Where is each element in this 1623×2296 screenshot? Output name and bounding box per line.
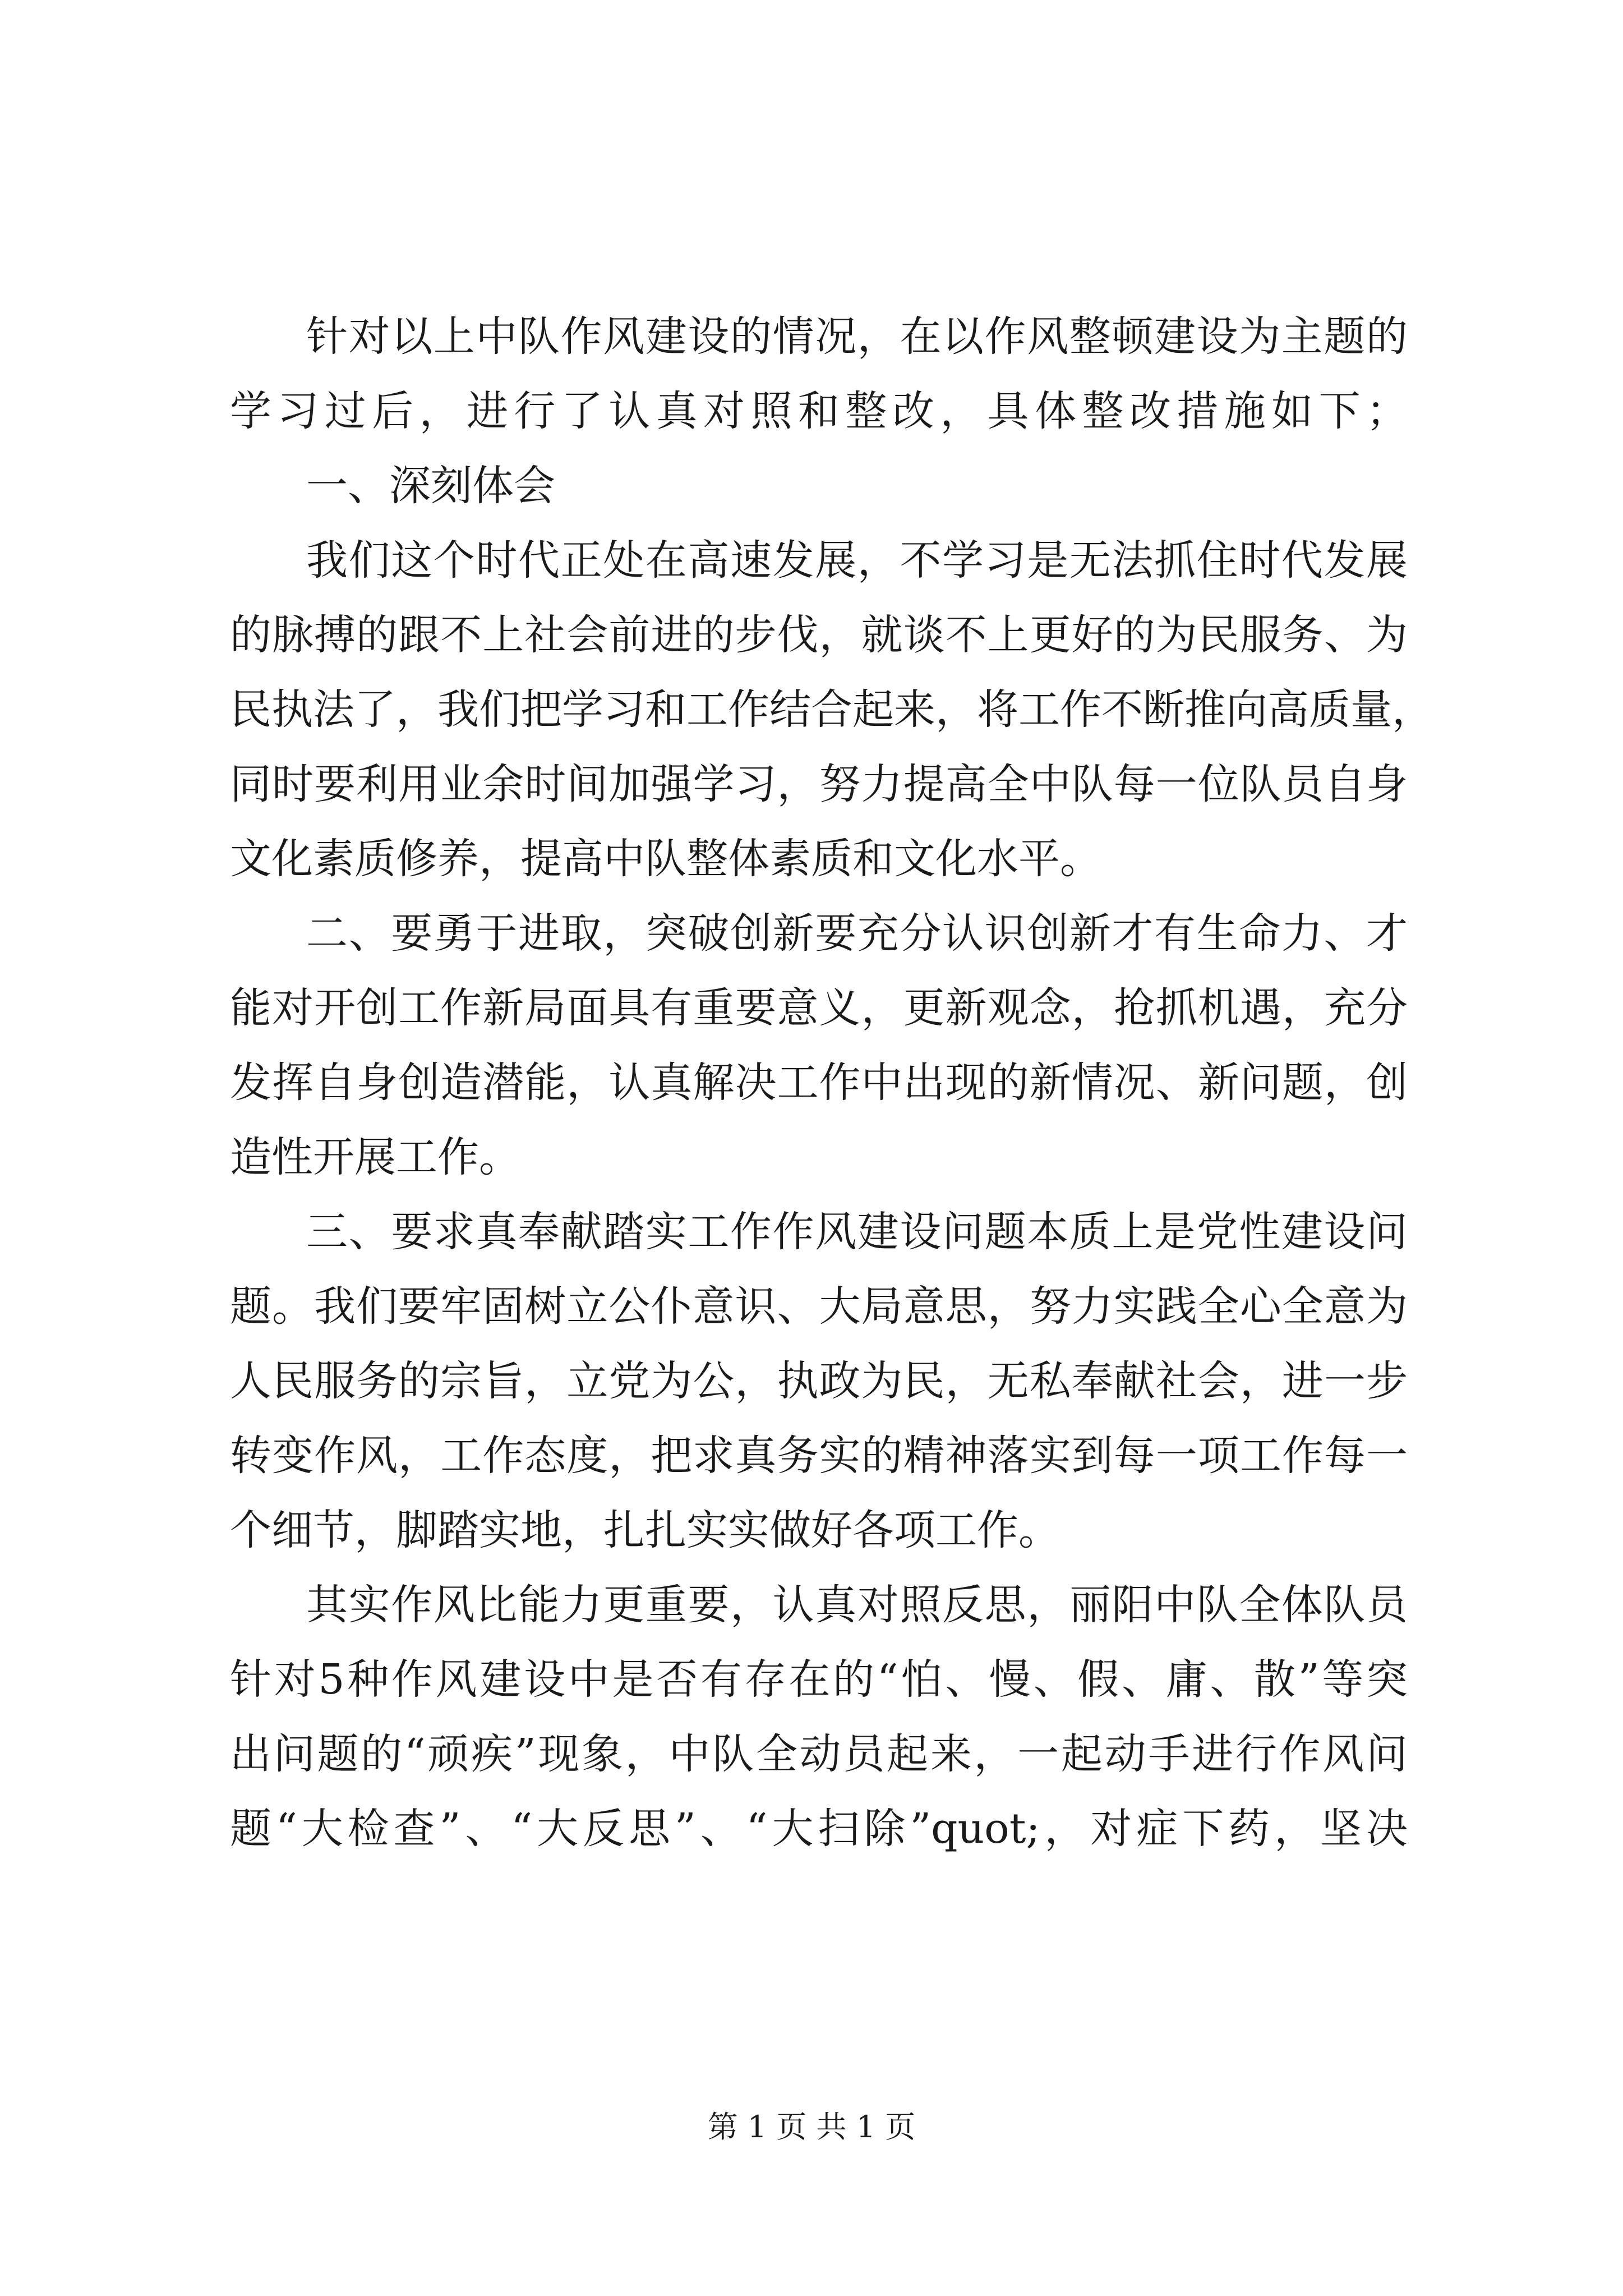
paragraph-2-line-5: 文化素质修养，提高中队整体素质和文化水平。 bbox=[230, 835, 1101, 883]
paragraph-2-line-1: 我们这个时代正处在高速发展，不学习是无法抓住时代发展 bbox=[306, 536, 1408, 585]
paragraph-4-line-5: 个细节，脚踏实地，扎扎实实做好各项工作。 bbox=[230, 1506, 1060, 1554]
paragraph-4-line-3: 人民服务的宗旨，立党为公，执政为民，无私奉献社会，进一步 bbox=[230, 1357, 1408, 1405]
paragraph-3-line-2: 能对开创工作新局面具有重要意义，更新观念，抢抓机遇，充分 bbox=[230, 984, 1408, 1032]
page-number: 第 1 页 共 1 页 bbox=[707, 2109, 916, 2145]
paragraph-4-line-1: 三、要求真奉献踏实工作作风建设问题本质上是党性建设问 bbox=[306, 1208, 1408, 1256]
paragraph-2-line-2: 的脉搏的跟不上社会前进的步伐，就谈不上更好的为民服务、为 bbox=[230, 611, 1408, 659]
paragraph-3-line-3: 发挥自身创造潜能，认真解决工作中出现的新情况、新问题，创 bbox=[230, 1059, 1408, 1107]
paragraph-4-line-2: 题。我们要牢固树立公仆意识、大局意思，努力实践全心全意为 bbox=[230, 1282, 1408, 1331]
paragraph-2-line-3: 民执法了，我们把学习和工作结合起来，将工作不断推向高质量， bbox=[230, 685, 1433, 734]
page-footer bbox=[0, 2108, 1623, 2147]
paragraph-5-line-3: 出问题的“顽疾”现象，中队全动员起来，一起动手进行作风问 bbox=[230, 1730, 1408, 1778]
paragraph-3-line-4: 造性开展工作。 bbox=[230, 1133, 520, 1181]
paragraph-5-line-2: 针对5种作风建设中是否有存在的“怕、慢、假、庸、散”等突 bbox=[230, 1655, 1408, 1704]
paragraph-4-line-4: 转变作风，工作态度，把求真务实的精神落实到每一项工作每一 bbox=[230, 1432, 1408, 1480]
paragraph-1-line-1: 针对以上中队作风建设的情况，在以作风整顿建设为主题的 bbox=[306, 312, 1408, 361]
paragraph-5-line-1: 其实作风比能力更重要，认真对照反思，丽阳中队全体队员 bbox=[306, 1581, 1408, 1629]
paragraph-5-line-4: 题“大检查”、“大反思”、“大扫除”quot;，对症下药，坚决 bbox=[230, 1805, 1408, 1853]
paragraph-3-line-1: 二、要勇于进取，突破创新要充分认识创新才有生命力、才 bbox=[306, 909, 1408, 958]
paragraph-2-line-4: 同时要利用业余时间加强学习，努力提高全中队每一位队员自身 bbox=[230, 760, 1408, 808]
heading-1: 一、深刻体会 bbox=[306, 462, 555, 510]
paragraph-1-line-2: 学习过后，进行了认真对照和整改，具体整改措施如下； bbox=[230, 387, 1408, 435]
document-body bbox=[230, 300, 1433, 1866]
